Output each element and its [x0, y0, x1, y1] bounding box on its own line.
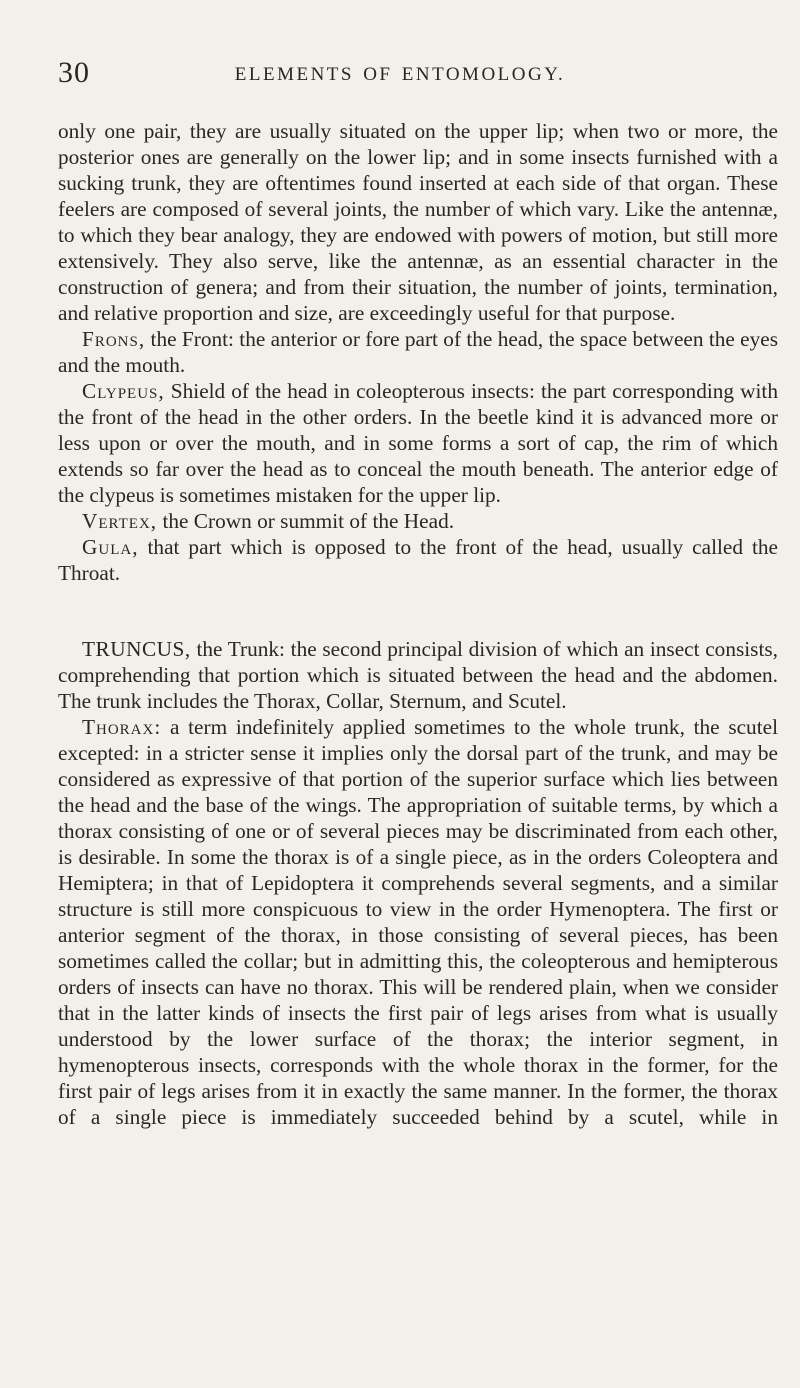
running-head: ELEMENTS OF ENTOMOLOGY. [234, 64, 566, 85]
definition-clypeus: Shield of the head in coleopterous insects: the part corresponding with the front of the head in the other orders. In the beetle kind it is advanced more or less upon or over the mouth, and in some forms a sort of cap, the rim of which extends so far over the head as to conceal the mouth beneath. The anterior edge of the clypeus is sometimes mistaken for the upper lip. [58, 379, 778, 507]
paragraph-vertex [58, 508, 778, 534]
definition-vertex: the Crown or summit of the Head. [162, 509, 455, 533]
page-header [0, 56, 800, 96]
term-gula: Gula, [82, 535, 139, 559]
paragraph-truncus [58, 636, 778, 714]
section-gap [58, 586, 778, 636]
term-thorax: Thorax: [82, 715, 162, 739]
definition-thorax: a term indefinitely applied sometimes to the whole trunk, the scutel excepted: in a stricter sense it implies only the dorsal part of the trunk, and may be considered as expressive of that portion of the superior surface which lies between the head and the base of the wings. The appropriation of suitable terms, by which a thorax consisting of one or of several pieces may be discriminated from each other, is desirable. In some the thorax is of a single piece, as in the orders Coleoptera and Hemiptera; in that of Lepidoptera it comprehends several segments, and a similar structure is still more conspicuous to view in the order Hymenoptera. The first or anterior segment of the thorax, in those consisting of several pieces, has been sometimes called the collar; but in admitting this, the coleopterous and hemipterous orders of insects can have no thorax. This will be rendered plain, when we consider that in the latter kinds of insects the first pair of legs arises from what is usually understood by the lower surface of the thorax; the interior segment, in hymenopterous insects, corresponds with the whole thorax in the former, for the first pair of legs arises from it in exactly the same manner. In the former, the thorax of a single piece is immediately succeeded behind by a scutel, while in [58, 715, 778, 1129]
page-body [58, 118, 778, 1130]
paragraph-gula [58, 534, 778, 586]
paragraph-clypeus [58, 378, 778, 508]
paragraph-palpi: only one pair, they are usually situated on the upper lip; when two or more, the posterior ones are generally on the lower lip; and in some insects furnished with a sucking trunk, they are oftentimes found inserted at each side of that organ. These feelers are composed of several joints, the number of which vary. Like the antennæ, to which they bear analogy, they are endowed with powers of motion, but still more extensively. They also serve, like the antennæ, as an essential character in the construction of genera; and from their situation, the number of joints, termination, and relative proportion and size, are exceedingly useful for that purpose. [58, 119, 778, 325]
definition-gula: that part which is opposed to the front of the head, usually called the Throat. [58, 535, 778, 585]
term-clypeus: Clypeus, [82, 379, 165, 403]
page-number: 30 [58, 56, 90, 89]
term-frons: Frons, [82, 327, 146, 351]
definition-truncus: the Trunk: the second principal division of which an insect consists, comprehending that portion which is situated between the head and the abdomen. The trunk includes the Thorax, Collar, Sternum, and Scutel. [58, 637, 778, 713]
definition-frons: the Front: the anterior or fore part of the head, the space between the eyes and the mouth. [58, 327, 779, 377]
term-truncus: TRUNCUS, [82, 637, 191, 661]
paragraph-frons [58, 326, 778, 378]
term-vertex: Vertex, [82, 509, 158, 533]
paragraph-thorax [58, 714, 778, 1130]
